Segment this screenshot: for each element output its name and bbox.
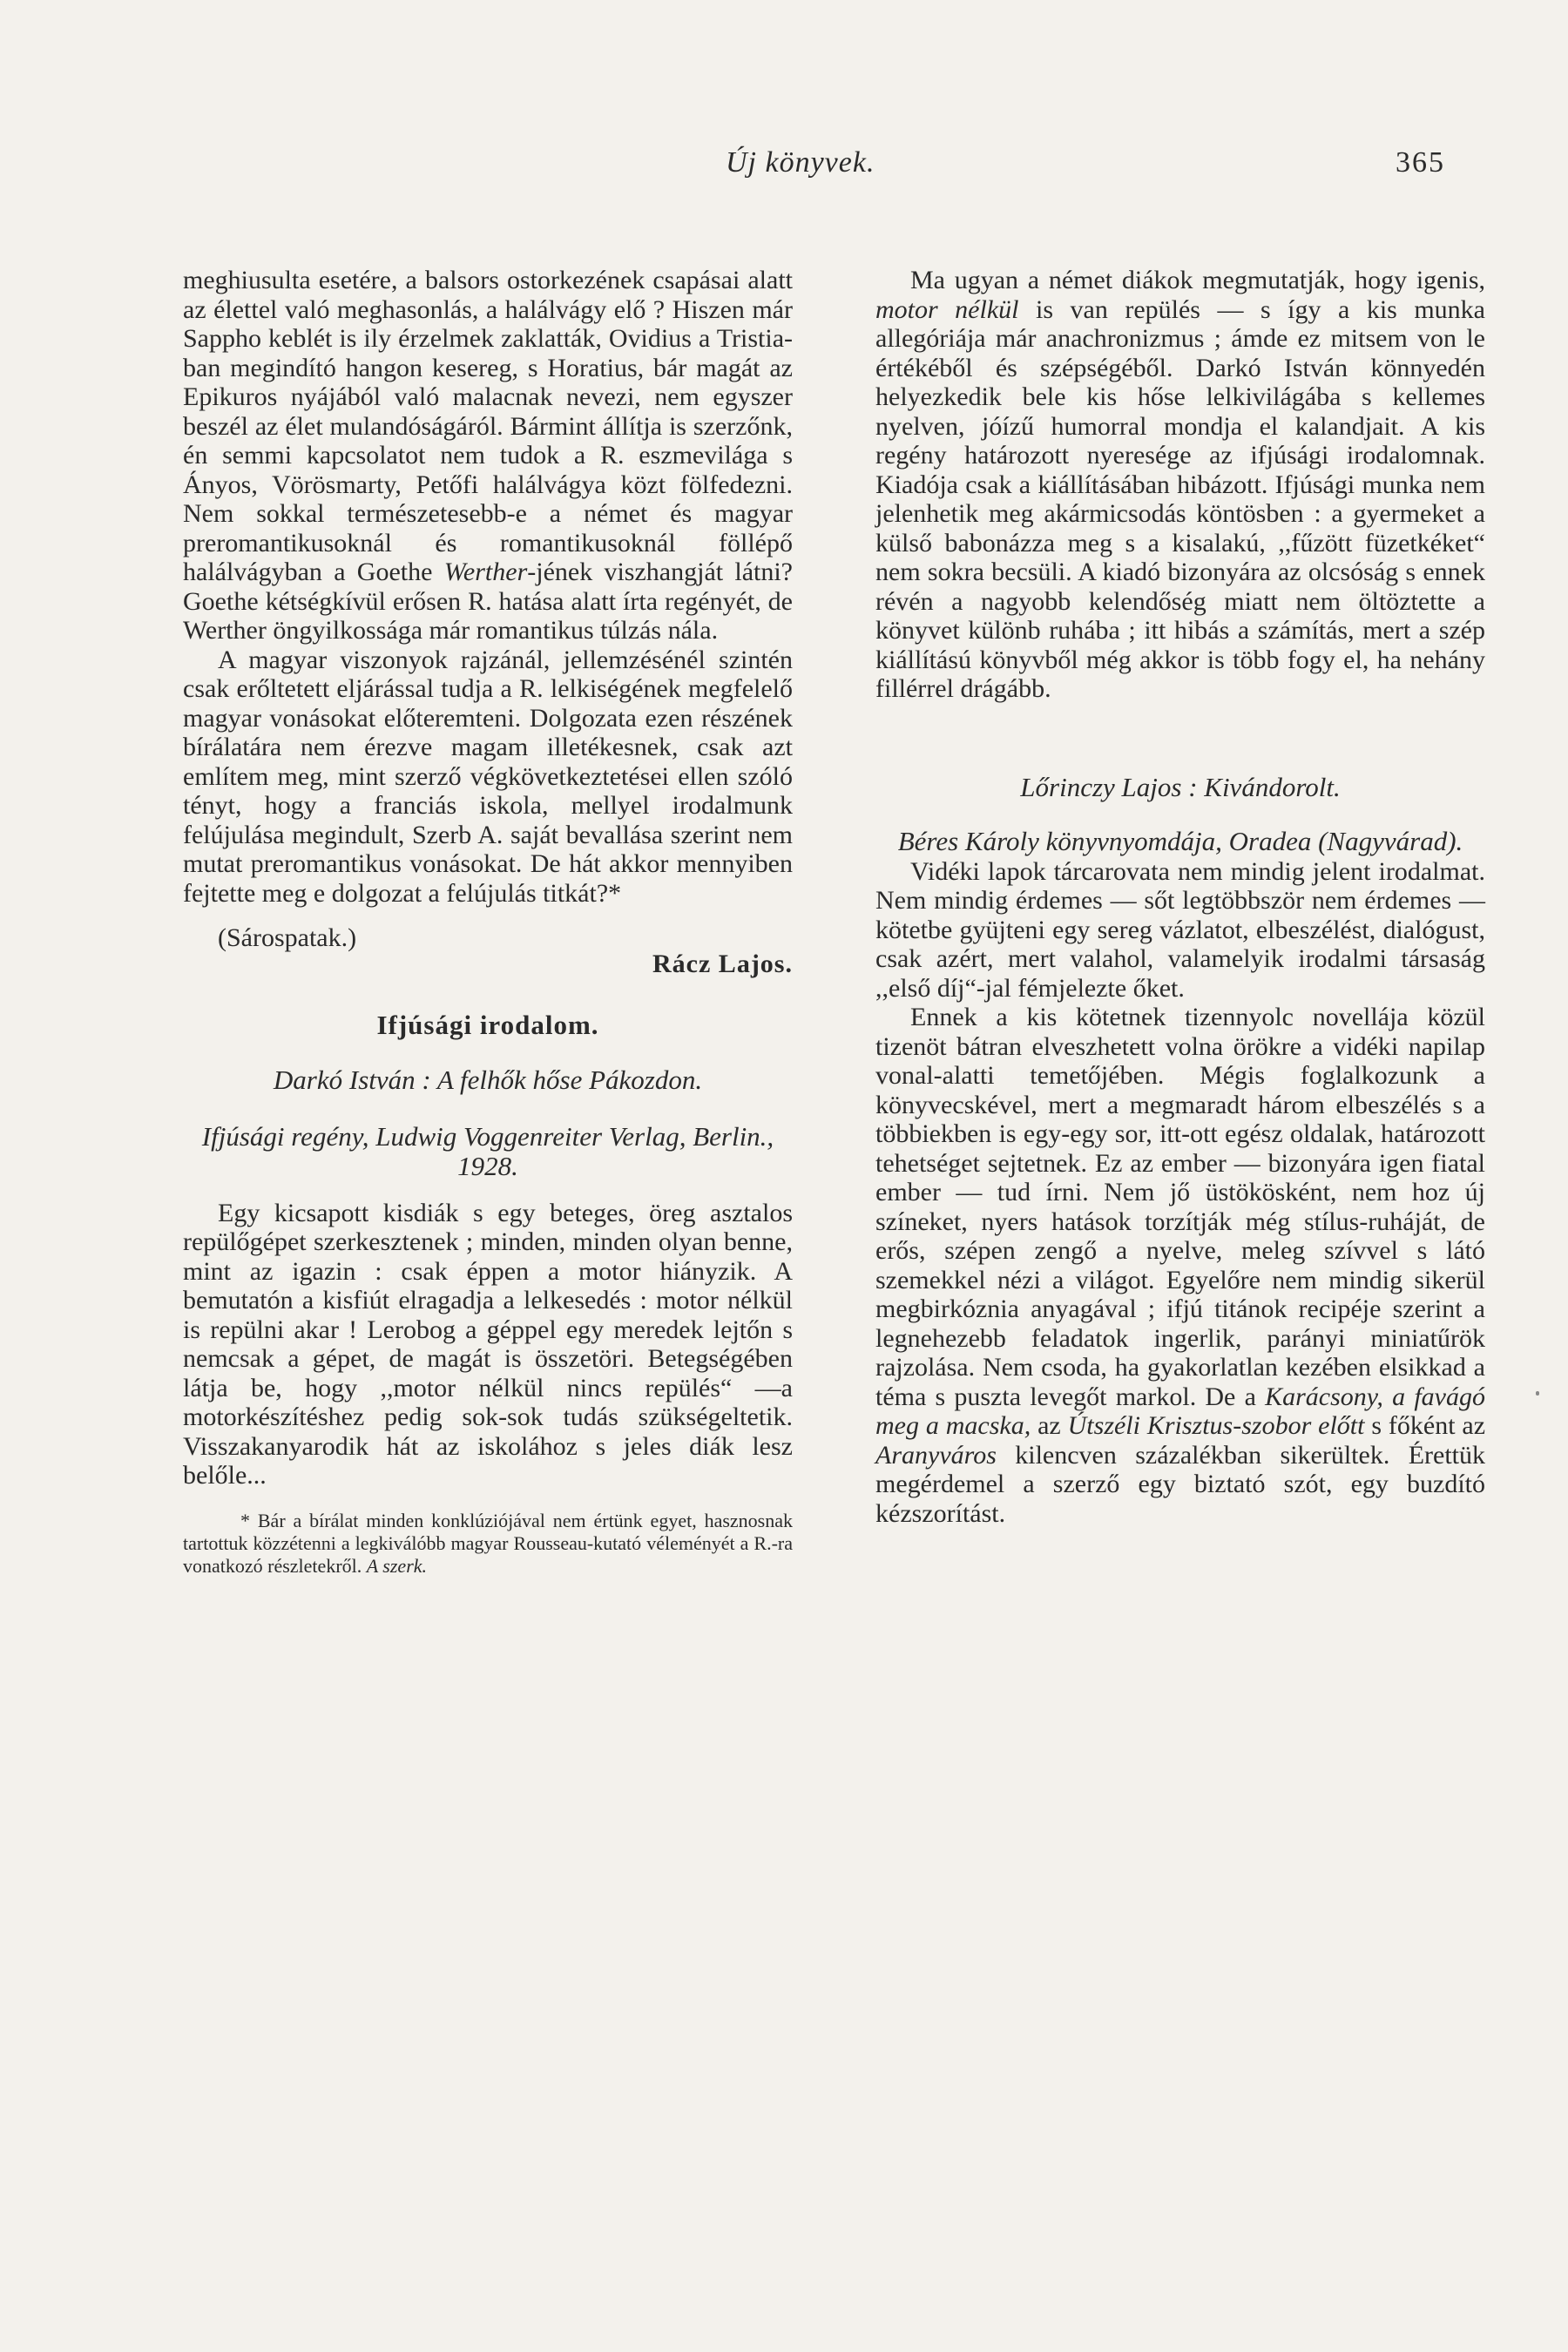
signoff-author: Rácz Lajos. (652, 950, 793, 978)
review-signoff (183, 923, 793, 993)
review-continuation: meghiusulta esetére, a balsors ostorkezének csapásai alatt az élettel való meghasonlás, a halálvágy elő ? Hiszen már Sappho keblét is ily érzelmek zaklatták, Ovidius a Tristia-ban megindító hangon kesereg, s Horatius, bár magát az Epikuros nyájából való malacnak nevezi, nem egyszer beszél az élet mulandóságáról. Bármint állítja is szerzőnk, én semmi kapcsolatot nem tudok a R. eszmevilága s Ányos, Vörösmarty, Petőfi halálvágya közt fölfedezni. Nem sokkal természetesebb-e a német és magyar preromantikusoknál és romantikusoknál föllépő halálvágyban a Goethe Werther-jének viszhangját látni? Goethe kétségkívül erősen R. hatása alatt írta regényét, de Werther öngyilkossága már romantikus túlzás nála. (183, 266, 793, 645)
book-title: Darkó István : A felhők hőse Pákozdon. (273, 1064, 703, 1095)
footnote: * Bár a bírálat minden konklúziójával nem értünk egyet, hasznosnak tartottuk közzétenni a legkiválóbb magyar Rousseau-kutató véleményét a R.-ra vonatkozó részletekről. A szerk. (183, 1509, 793, 1577)
review-paragraph: Ma ugyan a német diákok megmutatják, hogy igenis, motor nélkül is van repülés — s így a kis munka allegóriája már anachronizmus ; ámde ez mitsem von le értékéből és szépségéből. Darkó István könnyedén helyezkedik bele kis hőse lelkivilágába s kellemes nyelven, jóízű humorral mondja el kalandjait. A kis regény határozott nyeresége az ifjúsági irodalomnak. Kiadója csak a kiállításában hibázott. Ifjúsági munka nem jelenhetik meg akármicsodás köntösben : a gyermeket a külső babonázza meg s a kisalakú, ,,fűzött füzetkéket“ nem sokra becsüli. A kiadó bizonyára az olcsóság s ennek révén a nagyobb kelendőség miatt nem öltöztette a könyvet különb ruhába ; itt hibás a számítás, mert a szép kiállítású könyvből még akkor is több fogy el, ha nehány fillérrel drágább. (875, 266, 1485, 703)
review-paragraph: A magyar viszonyok rajzánál, jellemzésénél szintén csak erőltetett eljárással tudja a R. lelkiségének megfelelő magyar vonásokat előteremteni. Dolgozata ezen részének bírálatára nem érezve magam illetékesnek, csak azt említem meg, mint szerző végkövetkeztetései ellen szóló tényt, hogy a franciás iskola, mellyel irodalmunk felújulása megindult, Szerb A. saját bevallása szerint nem mutat preromantikus vonásokat. De hát akkor mennyiben fejtette meg e dolgozat a felújulás titkát?* (183, 645, 793, 908)
book-review: Egy kicsapott kisdiák s egy beteges, öreg asztalos repülőgépet szerkesztenek ; minden, minden olyan benne, mint az igazin : csak éppen a motor hiányzik. A bemutatón a kisfiút elragadja a lelkesedés : motor nélkül is repülni akar ! Lerobog a géppel egy meredek lejtőn s nemcsak a gépet, de magát is összetöri. Betegségében látja be, hogy ,,motor nélkül nincs repülés“ —a motorkészítéshez pedig sok-sok tudás szükségeltetik. Visszakanyarodik hát az iskolához s jeles diák lesz belőle... (183, 1198, 793, 1490)
story-title: Karácsony, a favágó meg a macska, (875, 1382, 1485, 1440)
werther-italic: Werther (443, 558, 528, 586)
review-paragraph: Vidéki lapok tárcarovata nem mindig jelent irodalmat. Nem mindig érdemes — sőt legtöbbször nem érdemes — kötetbe gyüjteni egy sereg vázlatot, elbeszélést, dialógust, csak azért, mert valahol, valamelyik irodalmi társaság ,,első díj“-jal fémjelezte őket. (875, 856, 1485, 1003)
story-title: Aranyváros (875, 1440, 997, 1470)
left-column (183, 266, 793, 1578)
review-paragraph: Ennek a kis kötetnek tizennyolc novellája közül tizenöt bátran elveszhetett volna örökre a vidéki napilap vonal-alatti temetőjében. Mégis foglalkozunk a könyvecskével, mert a megmaradt három elbeszélés s a többiekben is egy-egy sor, itt-ott egész oldalak, határozott tehetséget sejtetnek. Ez az ember — bizonyára igen fiatal ember — tud írni. Nem jő üstökösként, nem hoz új színeket, nyers hatások torzítják még stílus-ruháját, de erős, szépen zengő a nyelve, meleg szívvel s látó szemekkel nézi a világot. Egyelőre nem mindig sikerül megbirkóznia anyagával ; ifjú titánok recipéje szerint a legnehezebb feladatok ingerlik, parányi miniatűrök rajzolása. Nem csoda, ha gyakorlatlan kezében elsikkad a téma s puszta levegőt markol. De a Karácsony, a favágó meg a macska, az Útszéli Krisztus-szobor előtt s főként az Aranyváros kilencven százalékban sikerültek. Érettük megérdemel a szerző egy biztató szót, egy buzdító kézszorítást. (875, 1003, 1486, 1528)
paper-speck (1536, 1391, 1539, 1396)
section-heading: Ifjúsági irodalom. (376, 1010, 599, 1040)
footnote-sign: A szerk. (366, 1554, 428, 1577)
story-title: Útszéli Krisztus-szobor előtt (1067, 1411, 1365, 1440)
book-title: Lőrinczy Lajos : Kivándorolt. (1020, 771, 1341, 802)
italic-phrase: motor nélkül (875, 294, 1019, 324)
page-number: 365 (1396, 146, 1445, 179)
book-publisher: Ifjúsági regény, Ludwig Voggenreiter Verlag, Berlin., 1928. (201, 1120, 774, 1181)
right-column (875, 266, 1485, 1528)
running-title: Új könyvek. (726, 146, 875, 179)
book-publisher: Béres Károly könyvnyomdája, Oradea (Nagyvárad). (897, 825, 1463, 856)
signoff-place: (Sárospatak.) (218, 923, 357, 952)
